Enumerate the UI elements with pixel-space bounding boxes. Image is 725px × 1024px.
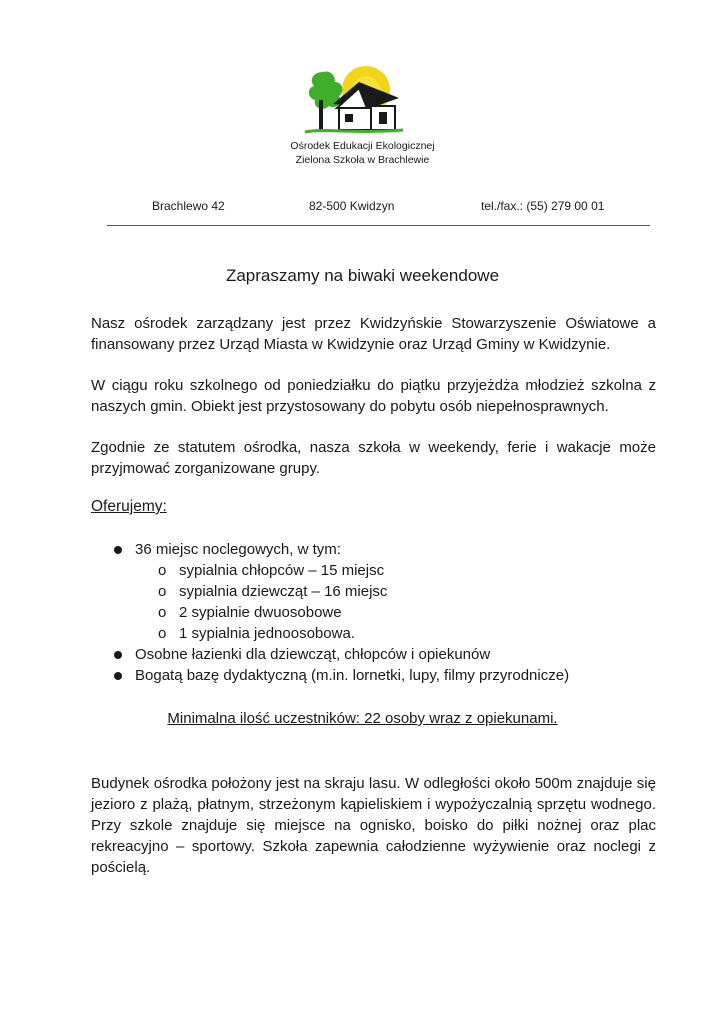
circle-bullet-icon: o: [158, 562, 167, 579]
offer-heading: Oferujemy:: [91, 498, 167, 515]
circle-bullet-icon: o: [158, 625, 167, 642]
circle-bullet-icon: o: [158, 604, 167, 621]
statute-paragraph: Zgodnie ze statutem ośrodka, nasza szkoła w weekendy, ferie i wakacje może przyjmować zorganizowane grupy.: [91, 439, 656, 477]
minimum-participants-text: Minimalna ilość uczestników: 22 osoby wraz z opiekunami.: [167, 710, 558, 727]
bullet-icon: [114, 546, 122, 554]
intro-paragraph: Nasz ośrodek zarządzany jest przez Kwidzyńskie Stowarzyszenie Oświatowe a finansowany przez Urząd Miasta w Kwidzynie oraz Urząd Gminy w Kwidzynie.: [91, 315, 656, 353]
org-name-line2: Zielona Szkoła w Brachlewie: [295, 154, 430, 166]
sub-list-item-text: 1 sypialnia jednoosobowa.: [179, 625, 355, 642]
list-item-text: 36 miejsc noclegowych, w tym:: [135, 541, 341, 558]
bullet-icon: [114, 651, 122, 659]
bullet-icon: [114, 672, 122, 680]
minimum-participants-note: [0, 710, 725, 727]
sub-list-item-text: sypialnia dziewcząt – 16 miejsc: [179, 583, 388, 600]
students-paragraph: W ciągu roku szkolnego od poniedziałku do piątku przyjeżdża młodzież szkolna z naszych gmin. Obiekt jest przystosowany do pobytu osób niepełnosprawnych.: [91, 377, 656, 415]
contact-postal: 82-500 Kwidzyn: [309, 199, 395, 213]
circle-bullet-icon: o: [158, 583, 167, 600]
contact-phone: tel./fax.: (55) 279 00 01: [481, 199, 605, 213]
contact-address: Brachlewo 42: [152, 199, 225, 213]
location-paragraph: Budynek ośrodka położony jest na skraju lasu. W odległości około 500m znajduje się jezioro z plażą, płatnym, strzeżonym kąpieliskiem i wypożyczalnią sprzętu wodnego. Przy szkole znajduje się miejsce na ognisko, boisko do piłki nożnej oraz plac rekreacyjno – sportowy. Szkoła zapewnia całodzienne wyżywienie oraz noclegi z pościelą.: [91, 775, 656, 876]
sub-list-item-text: sypialnia chłopców – 15 miejsc: [179, 562, 385, 579]
page-title: Zapraszamy na biwaki weekendowe: [225, 266, 500, 285]
list-item-text: Bogatą bazę dydaktyczną (m.in. lornetki, lupy, filmy przyrodnicze): [135, 667, 570, 684]
list-item-text: Osobne łazienki dla dziewcząt, chłopców i opiekunów: [135, 646, 491, 663]
school-house-logo: [303, 64, 407, 138]
org-name-line1: Ośrodek Edukacji Ekologicznej: [290, 140, 435, 152]
sub-list-item-text: 2 sypialnie dwuosobowe: [179, 604, 342, 621]
header-divider: [107, 225, 650, 226]
